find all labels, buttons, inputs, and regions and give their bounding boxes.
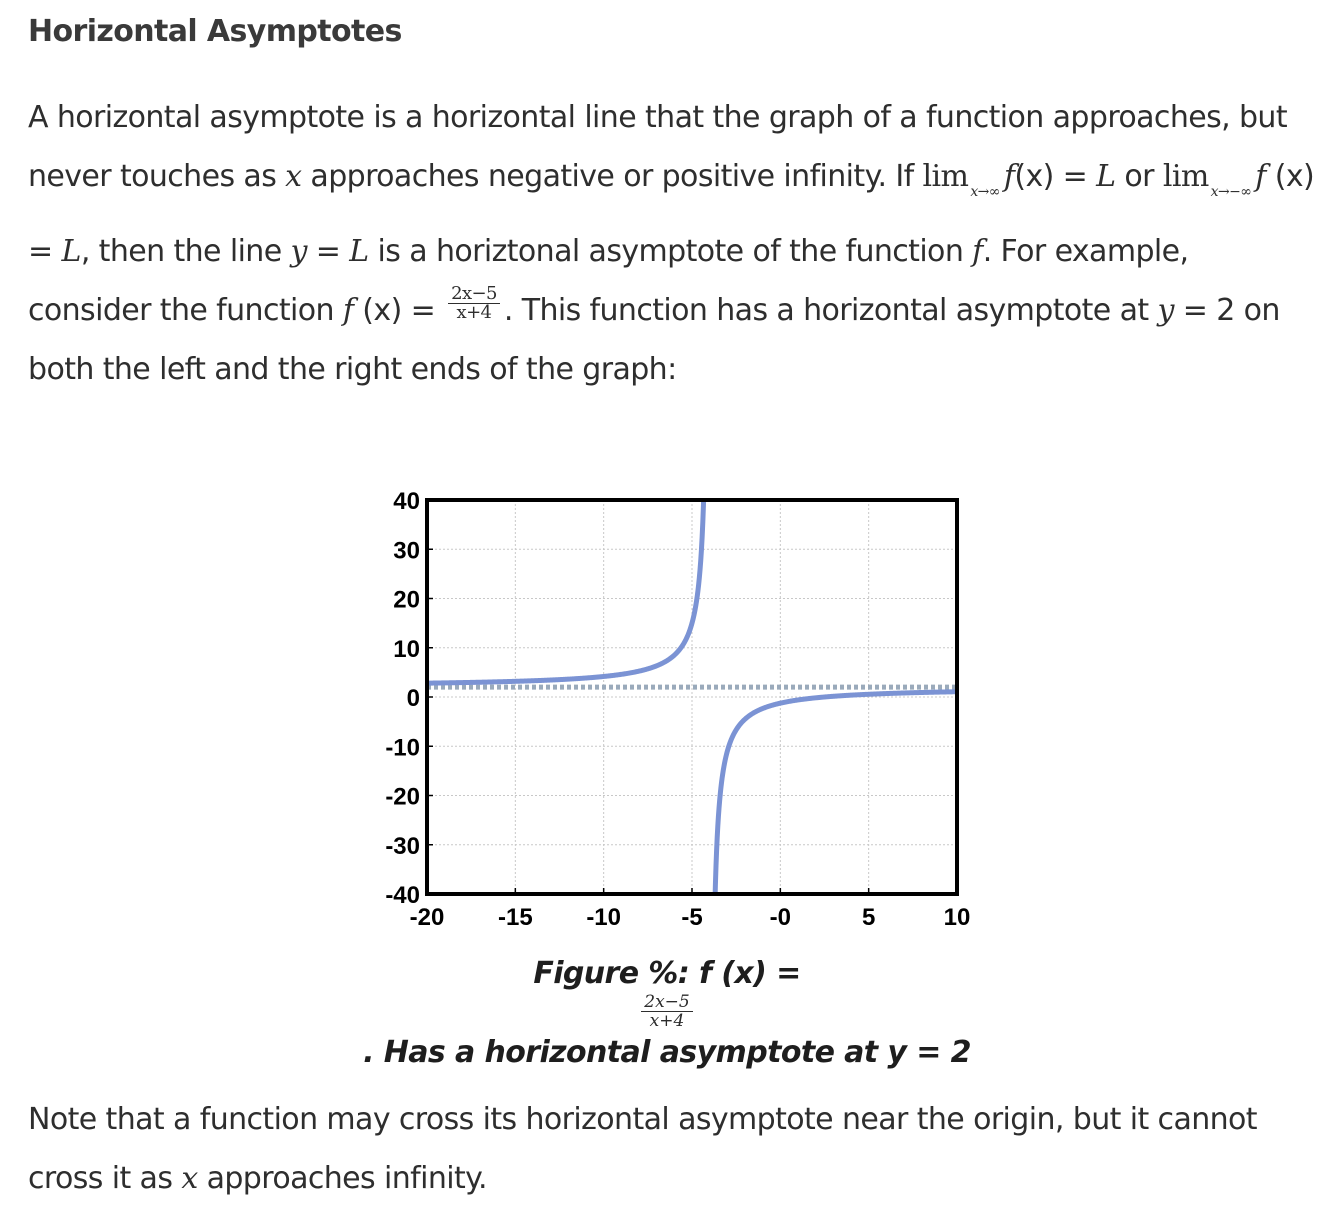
y-tick-label: 30 xyxy=(393,537,420,565)
note-paragraph: Note that a function may cross its horizontal asymptote near the origin, but it cannot cross it as x approaches infinity. xyxy=(28,1102,1257,1196)
y-tick-label: 40 xyxy=(393,488,420,515)
limit-operator: lim xyxy=(1162,159,1209,194)
limit-subscript: x→∞ xyxy=(970,184,1000,200)
y-tick-label: -20 xyxy=(385,783,420,811)
y-tick-label: 10 xyxy=(393,635,420,663)
y-tick-label: -40 xyxy=(385,882,420,909)
y-tick-label: -30 xyxy=(385,832,420,860)
x-tick-label: -0 xyxy=(769,904,792,930)
page-heading: Horizontal Asymptotes xyxy=(28,14,402,49)
figure-caption-line2: . Has a horizontal asymptote at y = 2 xyxy=(363,1035,971,1070)
y-tick-label: 20 xyxy=(393,586,420,614)
figure-caption-fraction: $\frac{2x-5}{x+4}$ xyxy=(0,993,1334,1032)
asymptote-chart xyxy=(370,480,970,930)
y-tick-label: 0 xyxy=(406,685,420,712)
x-tick-label: 5 xyxy=(861,904,876,930)
intro-paragraph: A horizontal asymptote is a horizontal line that the graph of a function approaches, but never touches as x approaches negative or positive infinity. If lim $_{x\to\infty}$ f(x) = L or lim $_{x\to-\infty}$ f (x) = L, then the line y = L is a horiztonal asymptote of the function f. For example, consider the function f (x) = $\frac{2x-5}{x+4}$ . This function has a horizontal asymptote at y = 2 on both the left and the right ends of the graph: xyxy=(28,100,1315,387)
x-tick-label: -20 xyxy=(409,904,445,930)
x-tick-label: 10 xyxy=(943,904,970,930)
x-tick-label: -15 xyxy=(497,904,533,930)
x-tick-label: -10 xyxy=(586,904,622,930)
x-tick-label: -5 xyxy=(681,904,703,930)
limit-operator: lim xyxy=(922,159,969,194)
inline-fraction: $\frac{2x-5}{x+4}$ xyxy=(448,285,500,322)
curve-left-branch xyxy=(427,480,707,683)
figure-caption-line1: Figure %: f (x) = xyxy=(533,956,801,991)
y-tick-label: -10 xyxy=(385,734,420,762)
limit-subscript: x→−∞ xyxy=(1210,184,1252,200)
